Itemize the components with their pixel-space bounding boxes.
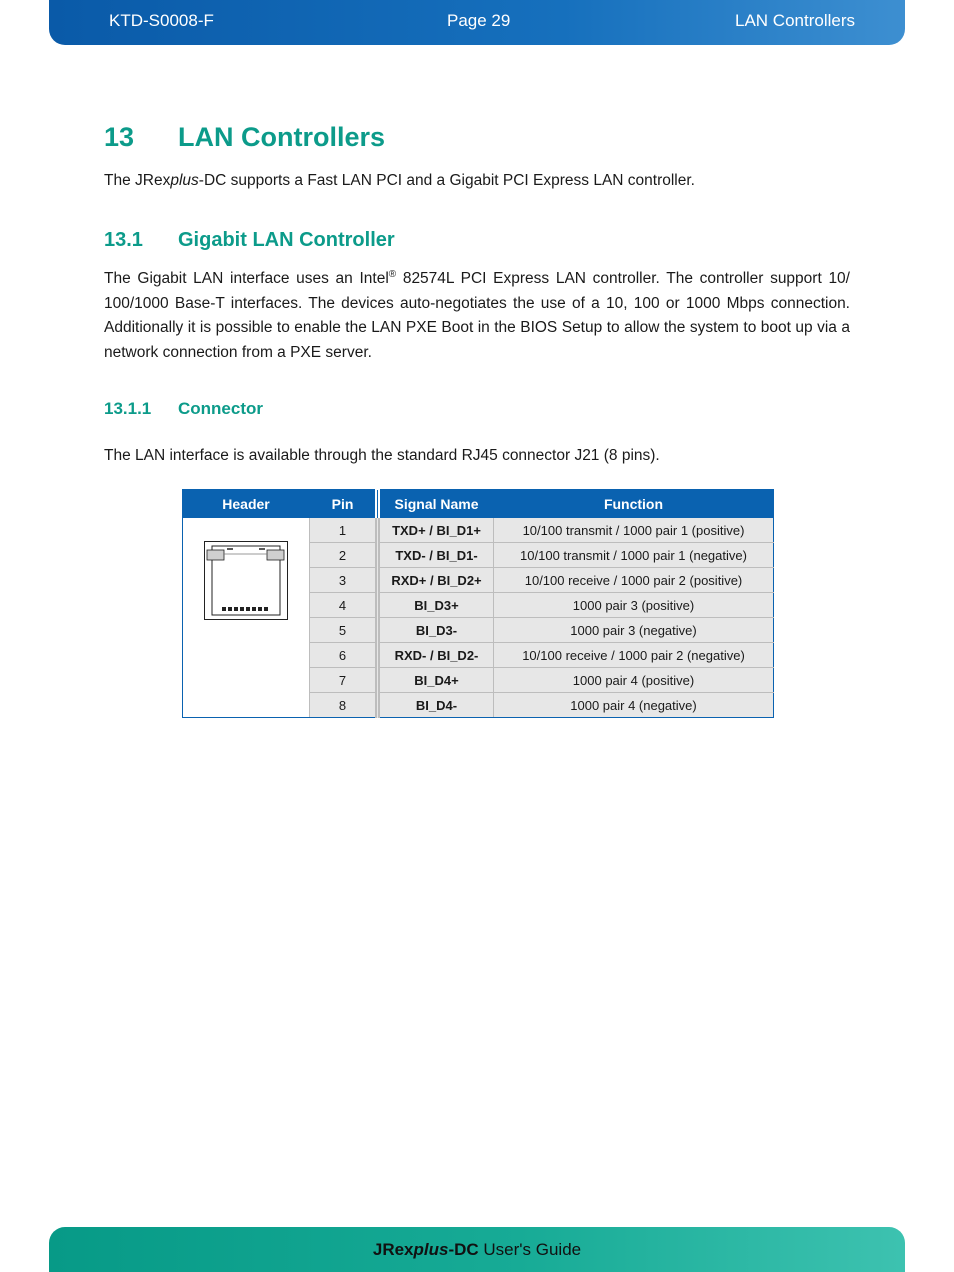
subsection-title: Connector xyxy=(178,399,263,418)
signal-name: BI_D4- xyxy=(378,693,494,718)
footer-brand-suffix: -DC xyxy=(448,1240,479,1259)
section-text-end: 82574L PCI Express LAN controller. The controller support 10/ 100/1000 Base-T interfaces. The devices auto-negotiates the use of a 10, 100 or 1000 Mbps connection. Additionally it is possible to enable the LAN PXE Boot in the BIOS Setup to allow the system to boot up via a network connection from a PXE server. xyxy=(104,270,850,361)
signal-name: RXD+ / BI_D2+ xyxy=(378,568,494,593)
chapter-number: 13 xyxy=(104,122,135,152)
intro-text-italic: plus xyxy=(170,172,199,189)
rj45-connector-icon xyxy=(204,541,289,621)
page-number: Page 29 xyxy=(447,11,511,30)
header-section-title: LAN Controllers xyxy=(735,11,855,30)
pin-function: 1000 pair 4 (negative) xyxy=(494,693,774,718)
chapter-heading xyxy=(104,122,385,153)
pin-number: 1 xyxy=(310,518,378,543)
page-header xyxy=(49,0,905,45)
col-signal-name: Signal Name xyxy=(378,490,494,518)
connector-cell xyxy=(183,518,310,718)
footer-brand: JRex xyxy=(372,1240,414,1259)
pinout-table xyxy=(182,489,774,718)
pin-number: 2 xyxy=(310,543,378,568)
doc-id: KTD-S0008-F xyxy=(109,11,214,30)
pin-number: 6 xyxy=(310,643,378,668)
col-header: Header xyxy=(183,490,310,518)
intro-text-start: The JRex xyxy=(104,172,171,189)
subsection-number: 13.1.1 xyxy=(104,399,152,418)
signal-name: RXD- / BI_D2- xyxy=(378,643,494,668)
pin-function: 10/100 receive / 1000 pair 2 (negative) xyxy=(494,643,774,668)
section-number: 13.1 xyxy=(104,229,143,251)
section-heading xyxy=(104,229,395,252)
registered-mark: ® xyxy=(388,268,397,280)
pin-function: 10/100 transmit / 1000 pair 1 (negative) xyxy=(494,543,774,568)
footer-title xyxy=(49,1240,905,1260)
pin-function: 10/100 transmit / 1000 pair 1 (positive) xyxy=(494,518,774,543)
footer-brand-italic: plus xyxy=(413,1240,449,1259)
intro-paragraph xyxy=(104,169,850,194)
page-footer xyxy=(49,1227,905,1272)
section-paragraph xyxy=(104,267,850,365)
pin-number: 7 xyxy=(310,668,378,693)
connector-paragraph: The LAN interface is available through the standard RJ45 connector J21 (8 pins). xyxy=(104,447,660,464)
pin-function: 1000 pair 4 (positive) xyxy=(494,668,774,693)
intro-text-end: -DC supports a Fast LAN PCI and a Gigabit PCI Express LAN controller. xyxy=(198,172,695,189)
pin-number: 8 xyxy=(310,693,378,718)
signal-name: BI_D4+ xyxy=(378,668,494,693)
chapter-title: LAN Controllers xyxy=(178,122,386,152)
pin-function: 1000 pair 3 (negative) xyxy=(494,618,774,643)
signal-name: TXD- / BI_D1- xyxy=(378,543,494,568)
subsection-heading xyxy=(104,399,263,419)
pin-function: 10/100 receive / 1000 pair 2 (positive) xyxy=(494,568,774,593)
pin-number: 3 xyxy=(310,568,378,593)
section-title: Gigabit LAN Controller xyxy=(178,229,395,251)
signal-name: BI_D3- xyxy=(378,618,494,643)
table-row xyxy=(183,518,774,543)
signal-name: TXD+ / BI_D1+ xyxy=(378,518,494,543)
table-header-row xyxy=(183,490,774,518)
signal-name: BI_D3+ xyxy=(378,593,494,618)
section-text-start: The Gigabit LAN interface uses an Intel xyxy=(104,270,389,287)
col-function: Function xyxy=(494,490,774,518)
pin-number: 5 xyxy=(310,618,378,643)
pin-number: 4 xyxy=(310,593,378,618)
footer-guide-text: User's Guide xyxy=(478,1240,582,1259)
col-pin: Pin xyxy=(310,490,378,518)
pin-function: 1000 pair 3 (positive) xyxy=(494,593,774,618)
